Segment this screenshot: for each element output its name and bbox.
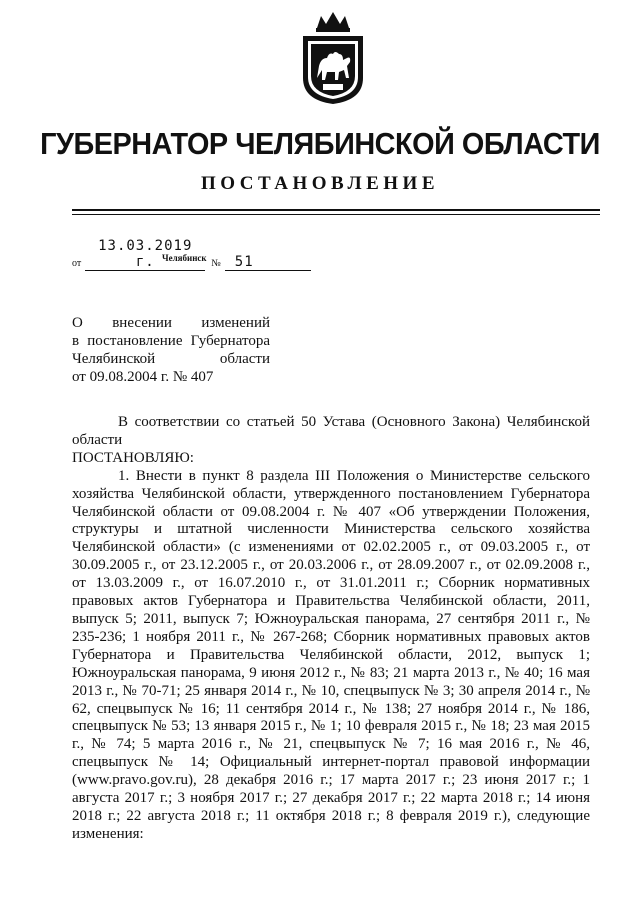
date-prefix: от [72,258,82,269]
document-type: ПОСТАНОВЛЕНИЕ [200,173,440,194]
subject-line: от 09.08.2004 г. № 407 [72,369,214,385]
number-sign: № [211,258,221,269]
issuer-title: ГУБЕРНАТОР ЧЕЛЯБИНСКОЙ ОБЛАСТИ [40,126,600,161]
subject-line: в постановление Губернатора [72,333,270,349]
document-date: 13.03.2019 г. [85,238,205,271]
item-1-paragraph: 1. Внести в пункт 8 раздела III Положения о Министерстве сельского хозяйства Челябинской области, утвержденного постановлением Губернатора Челябинской области от 09.08.2004 г. № 407 «Об утверждении Положения, структуры и штатной численности Министерства сельского хозяйства Челябинской области» (с изменениями от 02.02.2005 г., от 09.03.2005 г., от 30.09.2005 г., от 23.12.2005 г., от 20.03.2006 г., от 28.09.2007 г., от 02.09.2008 г., от 13.03.2009 г., от 16.07.2010 г., от 31.01.2011 г.; Сборник нормативных правовых актов Губернатора и Правительства Челябинской области, 2011, выпуск 5; 2011, выпуск 7; Южноуральская панорама, 27 сентября 2011 г., № 235-236; 1 ноября 2011 г., № 267-268; Сборник нормативных правовых актов Губернатора и Правительства Челябинской области, 2012, выпуск 1; Южноуральская панорама, 9 июня 2012 г., № 83; 21 марта 2013 г., № 40; 16 мая 2013 г., № 70-71; 25 января 2014 г., № 10, спецвыпуск № 3; 30 апреля 2014 г., № 62, спецвыпуск № 16; 11 сентября 2014 г., № 138; 27 ноября 2014 г., № 186, спецвыпуск № 53; 13 января 2015 г., № 1; 10 февраля 2015 г., № 18; 23 мая 2015 г., № 74; 5 марта 2016 г., № 21, спецвыпуск № 7; 16 мая 2016 г., № 46, спецвыпуск № 14; Официальный интернет-портал правовой информации (www.pravo.gov.ru), 28 декабря 2016 г.; 17 марта 2017 г.; 23 июня 2017 г.; 1 августа 2017 г.; 3 ноября 2017 г.; 27 декабря 2017 г.; 22 марта 2018 г.; 14 июня 2018 г.; 22 августа 2018 г.; 11 октября 2018 г.; 8 февраля 2019 г.), следующие изменения: [72,467,590,842]
header-divider-thick [72,209,600,211]
header-divider-thin [72,214,600,215]
document-body [72,414,590,844]
city-label: Челябинск [162,253,207,263]
resolve-heading: ПОСТАНОВЛЯЮ: [72,449,194,466]
document-subject [72,314,270,386]
document-number: 51 [225,254,311,271]
legal-basis-paragraph: В соответствии со статьей 50 Устава (Основного Закона) Челябинской области [72,414,590,448]
subject-line: О внесении изменений [72,315,270,331]
coat-of-arms-icon [295,8,371,106]
subject-line: Челябинской области [72,351,270,367]
